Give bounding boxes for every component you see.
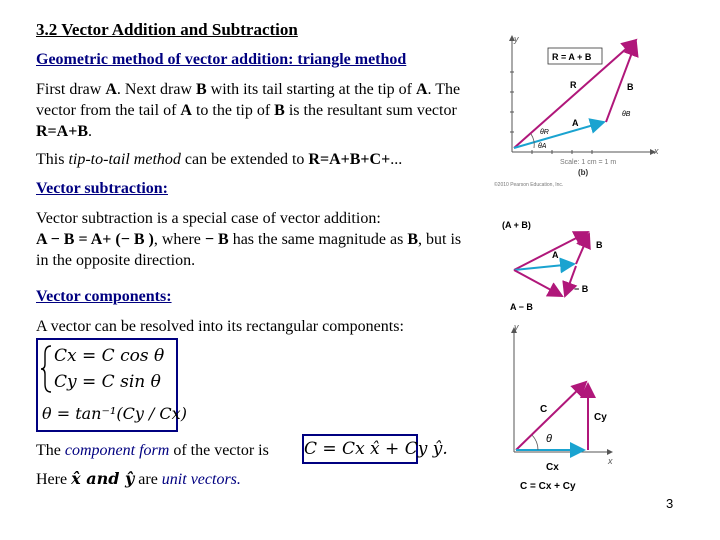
fig1-label-B: B: [627, 82, 634, 92]
fig2-vector-difference: [514, 270, 562, 296]
figure-vector-components: [500, 322, 620, 497]
fig1-label-thetaA: θA: [538, 143, 547, 150]
fig1-scale: Scale: 1 cm = 1 m: [560, 159, 617, 166]
figure-triangle-method: [490, 30, 670, 190]
fig3-x-label: x: [608, 456, 613, 466]
section-heading-subtraction: Vector subtraction:: [36, 180, 168, 197]
fig1-label-R: R: [570, 80, 577, 90]
fig2-label-sum: (A + B): [502, 220, 531, 230]
fig3-label-theta: θ: [546, 433, 552, 445]
paragraph-tip-to-tail: This tip-to-tail method can be extended to R=A+B+C+...: [36, 151, 403, 168]
fig1-label-thetaB: θB: [622, 111, 631, 118]
fig3-label-Cy: Cy: [594, 412, 607, 423]
paragraph-component-form: The component form of the vector is: [36, 442, 269, 459]
paragraph-components: A vector can be resolved into its rectangular components:: [36, 318, 404, 335]
equation-theta: θ = tan⁻¹(Cy / Cx): [42, 404, 187, 423]
fig2-label-minus-B: − B: [574, 284, 589, 294]
page-number: 3: [666, 496, 674, 511]
equation-cx: Cx = C cos θ: [54, 346, 165, 366]
component-equations-box: [36, 338, 187, 432]
component-form-equation: C = Cx x̂ + Cy ŷ.: [302, 434, 418, 464]
left-brace-icon: [40, 344, 54, 394]
fig1-panel-label: (b): [578, 168, 589, 177]
fig3-equation: C = Cx + Cy: [520, 481, 576, 492]
fig1-label-A: A: [572, 118, 579, 128]
fig1-y-label: y: [514, 34, 519, 44]
fig2-label-B: B: [596, 240, 603, 250]
fig3-y-label: y: [514, 322, 519, 332]
paragraph-unit-vectors: Here x̂ and ŷ are unit vectors.: [36, 469, 241, 488]
section-heading-components: Vector components:: [36, 288, 172, 305]
fig2-label-A: A: [552, 250, 559, 260]
fig2-label-difference: A − B: [510, 302, 533, 312]
fig2-vector-B: [576, 234, 589, 264]
paragraph-subtraction: Vector subtraction is a special case of vector addition: A − B = A+ (− B ), where − B has the same magnitude as B, but is in the opposite direction.: [36, 210, 462, 269]
fig1-x-label: x: [654, 146, 659, 156]
page-title: 3.2 Vector Addition and Subtraction: [36, 20, 298, 39]
fig1-copyright: ©2010 Pearson Education, Inc.: [494, 182, 564, 188]
fig3-label-C: C: [540, 404, 548, 415]
fig3-label-Cx: Cx: [546, 462, 559, 473]
figure-vector-subtraction: [500, 212, 620, 317]
paragraph-triangle-method: First draw A. Next draw B with its tail starting at the tip of A. The vector from the tail of A to the tip of B is the resultant sum vector R=A+B.: [36, 81, 461, 140]
section-heading-geometric: Geometric method of vector addition: triangle method: [36, 51, 407, 68]
fig1-equation: R = A + B: [552, 52, 592, 62]
equation-cy: Cy = C sin θ: [54, 372, 161, 392]
fig1-label-thetaR: θR: [540, 129, 549, 136]
